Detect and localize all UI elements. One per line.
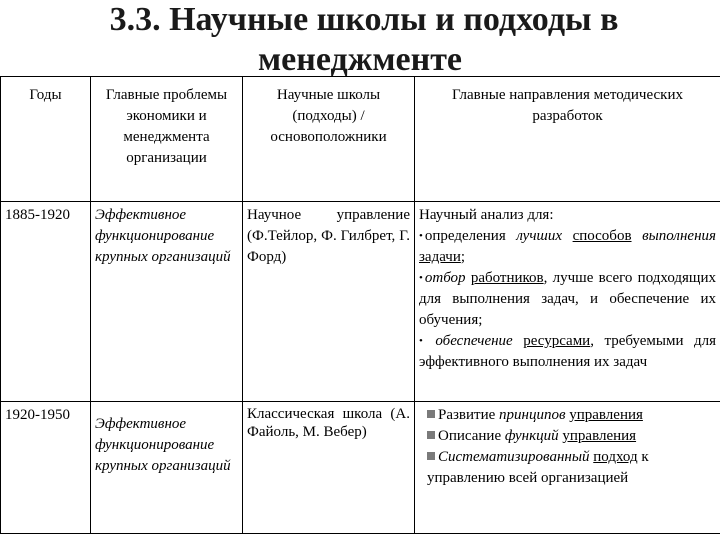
header-problems: Главные проблемы экономики и менеджмента организации — [91, 77, 243, 202]
title-line-1: 3.3. Научные школы и подходы в — [109, 1, 619, 38]
header-schools: Научные школы (подходы) /основоположники — [243, 77, 415, 202]
years-cell: 1920-1950 — [1, 402, 91, 534]
table-row — [1, 202, 720, 402]
school-cell: Классическая школа (А. Файоль, М. Вебер) — [243, 402, 415, 534]
table-header-row — [1, 77, 720, 202]
direction-item: Систематизированный подход к управлению всей организацией — [427, 449, 649, 486]
bullet-icon: • — [419, 272, 423, 285]
square-bullet-icon — [427, 410, 435, 418]
page-title — [0, 0, 720, 80]
directions-intro: Научный анализ для: — [419, 207, 554, 223]
table-row — [1, 402, 720, 534]
direction-item: Описание функций управления — [427, 426, 716, 447]
header-years: Годы — [1, 77, 91, 202]
bullet-icon: • — [419, 335, 423, 348]
directions-cell — [415, 202, 720, 402]
header-directions: Главные направления методических разработок — [415, 77, 720, 202]
direction-item: • отбор работников, лучше всего подходящих для выполнения задач, и обеспечение их обучения; — [419, 270, 717, 329]
square-bullet-icon — [427, 452, 435, 460]
direction-item: • обеспечение ресурсами, требуемыми для эффективного выполнения их задач — [419, 333, 716, 371]
years-cell: 1885-1920 — [1, 202, 91, 402]
problem-cell: Эффективное функционирование крупных организаций — [91, 402, 243, 534]
bullet-icon: • — [419, 230, 423, 243]
title-line-2: менеджменте — [258, 41, 462, 78]
school-cell: Научное управление (Ф.Тейлор, Ф. Гилбрет, Г. Форд) — [243, 202, 415, 402]
directions-cell — [415, 402, 720, 534]
direction-item: Развитие принципов управления — [427, 405, 716, 426]
problem-cell: Эффективное функционирование крупных организаций — [91, 202, 243, 402]
direction-item: • определения лучших способов выполнения задачи; — [419, 228, 716, 266]
square-bullet-icon — [427, 431, 435, 439]
schools-table — [0, 76, 720, 534]
